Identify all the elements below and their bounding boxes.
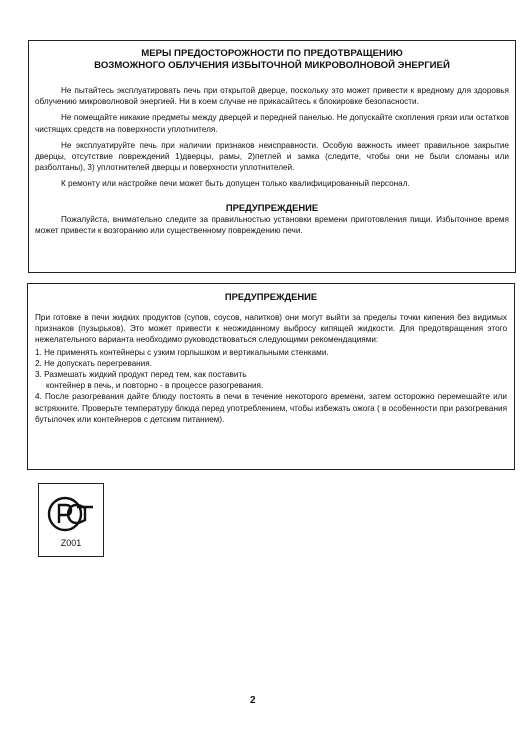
certification-mark-box: [38, 483, 104, 557]
recommendation-number: 4.: [35, 392, 42, 402]
precaution-paragraph-3: Не эксплуатируйте печь при наличии признаков неисправности. Особую важность имеет правильное закрытие дверцы, отсутствие повреждений 1)дверцы, рамы, 2)петлей и замка (следите, чтобы они не были сломаны или разболтаны), 3) уплотнителей дверцы и поверхности уплотнителей.: [35, 140, 509, 173]
precautions-content: [35, 48, 509, 236]
recommendation-item-4: [35, 391, 507, 425]
certification-code: Z001: [60, 538, 82, 548]
precaution-paragraph-1: Не пытайтесь эксплуатировать печь при открытой дверце, поскольку это может привести к вредному для здоровья облучению микроволновой энергией. Ни в коем случае не прикасайтесь к блокировке безопасности.: [35, 86, 509, 107]
recommendation-number: 3.: [35, 370, 42, 380]
precautions-box: [28, 40, 516, 273]
pct-certification-mark-icon: [39, 490, 102, 540]
recommendation-text: Не допускать перегревания.: [44, 358, 152, 368]
page-number: 2: [250, 695, 256, 706]
warning-text-1: Пожалуйста, внимательно следите за правильностью установки времени приготовления пищи. Избыточное время может привести к возгоранию или существенному повреждению печи.: [35, 214, 509, 235]
recommendation-item-1: [35, 347, 507, 358]
recommendation-text: После разогревания дайте блюду постоять в печи в течение некоторого времени, затем осторожно перемешайте или встряхните. Проверьте температуру блюда перед употреблением, чтобы избежать ожога ( в особенности при разогревания бутылочек или контейнеров с детским питанием).: [35, 392, 507, 424]
liquid-warning-intro: При готовке в печи жидких продуктов (супов, соусов, напитков) они могут выйти за пределы точки кипения без видимых признаков (пузырьков). Это может привести к неожиданному выбросу кипящей жидкости. Для предотвращения этого нежелательного варианта необходимо руководствоваться следующими рекомендациями:: [35, 313, 507, 345]
recommendation-text: Не применять контейнеры с узким горлышком и вертикальными стенками.: [44, 347, 329, 357]
warning-title-2: ПРЕДУПРЕЖДЕНИЕ: [224, 291, 318, 302]
recommendation-item-3: [35, 369, 507, 391]
recommendation-text-continued: контейнер в печь, и повторно - в процессе разогревания.: [46, 381, 264, 391]
recommendation-item-2: [35, 358, 507, 369]
liquid-warning-box: [27, 283, 515, 470]
warning-title-1: ПРЕДУПРЕЖДЕНИЕ: [225, 201, 319, 213]
precautions-title-line1: МЕРЫ ПРЕДОСТОРОЖНОСТИ ПО ПРЕДОТВРАЩЕНИЮ: [141, 48, 403, 59]
recommendation-text: Размешать жидкий продукт перед тем, как поставить: [44, 370, 247, 380]
precaution-paragraph-4: К ремонту или настройке печи может быть допущен только квалифицированный персонал.: [61, 179, 410, 189]
precaution-paragraph-2: Не помещайте никакие предметы между дверцей и передней панелью. Не допускайте скопления грязи или остатков чистящих средств на поверхности уплотнителя.: [35, 113, 509, 134]
liquid-warning-content: [35, 291, 507, 425]
recommendation-number: 2.: [35, 358, 42, 368]
recommendation-number: 1.: [35, 347, 42, 357]
precautions-title-line2: ВОЗМОЖНОГО ОБЛУЧЕНИЯ ИЗБЫТОЧНОЙ МИКРОВОЛНОВОЙ ЭНЕРГИЕЙ: [94, 60, 450, 71]
